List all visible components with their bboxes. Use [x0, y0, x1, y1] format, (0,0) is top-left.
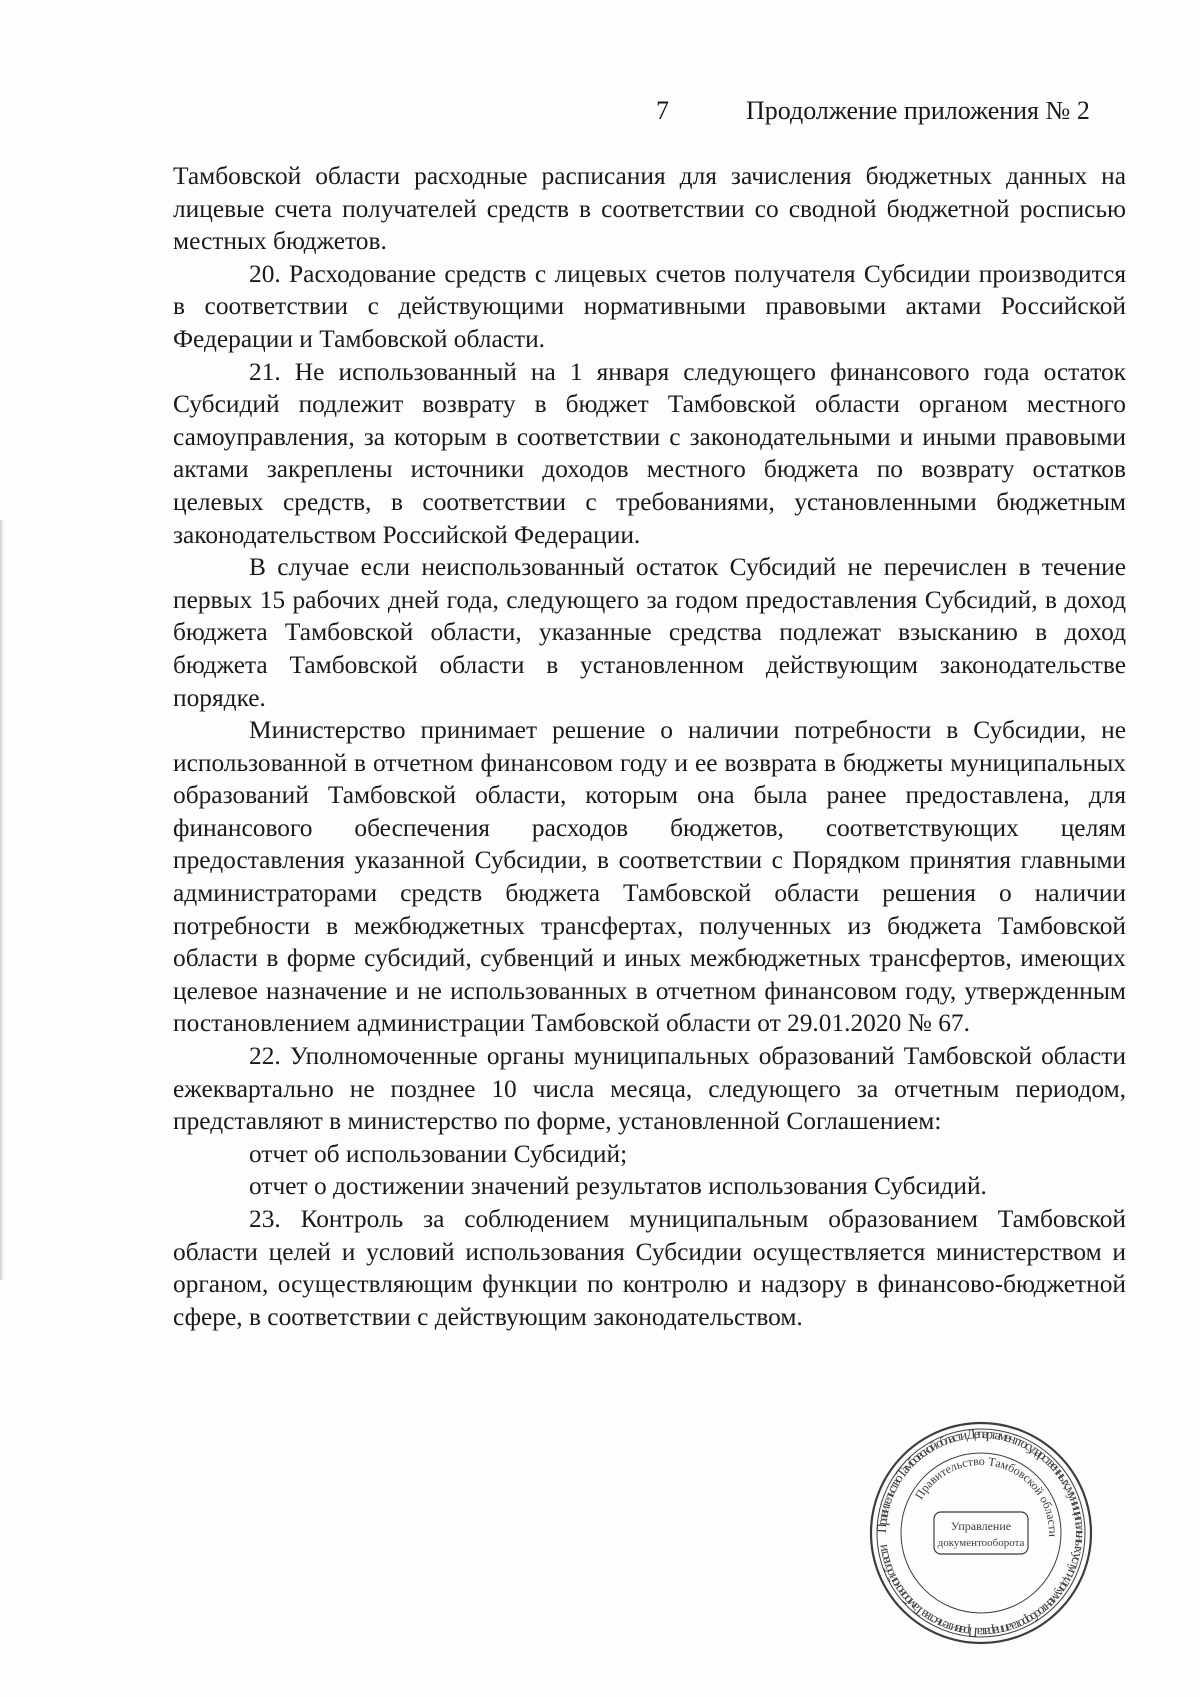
official-seal-stamp: [868, 1420, 1094, 1646]
report-usage-line: отчет об использовании Субсидий;: [249, 1139, 628, 1168]
paragraph-item-20: 20. Расходование средств с лицевых счетов получателя Субсидии производится в соответствии с действующими нормативными правовыми актами Российской Федерации и Тамбовской области.: [173, 259, 1126, 353]
appendix-continuation-label: Продолжение приложения № 2: [746, 96, 1090, 125]
stamp-center-line-1: Управление: [950, 1519, 1012, 1533]
page-number: 7: [656, 96, 669, 125]
paragraph-ministry-decision: Министерство принимает решение о наличии потребности в Субсидии, не использованной в отчетном финансовом году и ее возврата в бюджеты муниципальных образований Тамбовской области, которым она была ранее предоставлена, для финансового обеспечения расходов бюджетов, соответствующих целям предоставления указанной Субсидии, в соответствии с Порядком принятия главными администраторами средств бюджета Тамбовской области решения о наличии потребности в межбюджетных трансфертах, полученных из бюджета Тамбовской области в форме субсидий, субвенций и иных межбюджетных трансфертов, имеющих целевое назначение и не использованных в отчетном финансовом году, утвержденным постановлением администрации Тамбовской области от 29.01.2020 № 67.: [173, 716, 1126, 1038]
page-header: [600, 96, 1200, 140]
paragraph-unused-balance: В случае если неиспользованный остаток Субсидий не перечислен в течение первых 15 рабочих дней года, следующего за годом предоставления Субсидий, в доход бюджета Тамбовской области, указанные средства подлежат взысканию в доход бюджета Тамбовской области в установленном действующим законодательстве порядке.: [173, 553, 1126, 712]
stamp-inner-text: Правительство Тамбовской области: [912, 1453, 1061, 1538]
scan-edge-shadow: [0, 520, 4, 1280]
stamp-inner-ring: [901, 1453, 1061, 1613]
paragraph-budget-schedules: Тамбовской области расходные расписания для зачисления бюджетных данных на лицевые счета получателей средств в соответствии со сводной бюджетной росписью местных бюджетов.: [173, 162, 1126, 256]
stamp-center-line-2: документооборота: [937, 1537, 1025, 1549]
paragraph-item-22: 22. Уполномоченные органы муниципальных образований Тамбовской области ежеквартально не позднее 10 числа месяца, следующего за отчетным периодом, представляют в министерство по форме, установленной Соглашением:: [173, 1042, 1126, 1136]
paragraph-item-23: 23. Контроль за соблюдением муниципальным образованием Тамбовской области целей и условий использования Субсидии осуществляется министерством и органом, осуществляющим функции по контролю и надзору в финансово-бюджетной сфере, в соответствии с действующим законодательством.: [173, 1205, 1126, 1331]
report-results-line: отчет о достижении значений результатов использования Субсидий.: [249, 1172, 987, 1201]
document-body: [173, 160, 1126, 1333]
stamp-outer-text: Правительство Тамбовской области Департамент государственных, муниципальных услуг и документооборота аппарата Правительства Тамбовской области: [873, 1425, 1089, 1641]
paragraph-item-21: 21. Не использованный на 1 января следующего финансового года остаток Субсидий подлежит возврату в бюджет Тамбовской области органом местного самоуправления, за которым в соответствии с законодательными и иными правовыми актами закреплены источники доходов местного бюджета по возврату остатков целевых средств, в соответствии с требованиями, установленными бюджетным законодательством Российской Федерации.: [173, 357, 1126, 549]
